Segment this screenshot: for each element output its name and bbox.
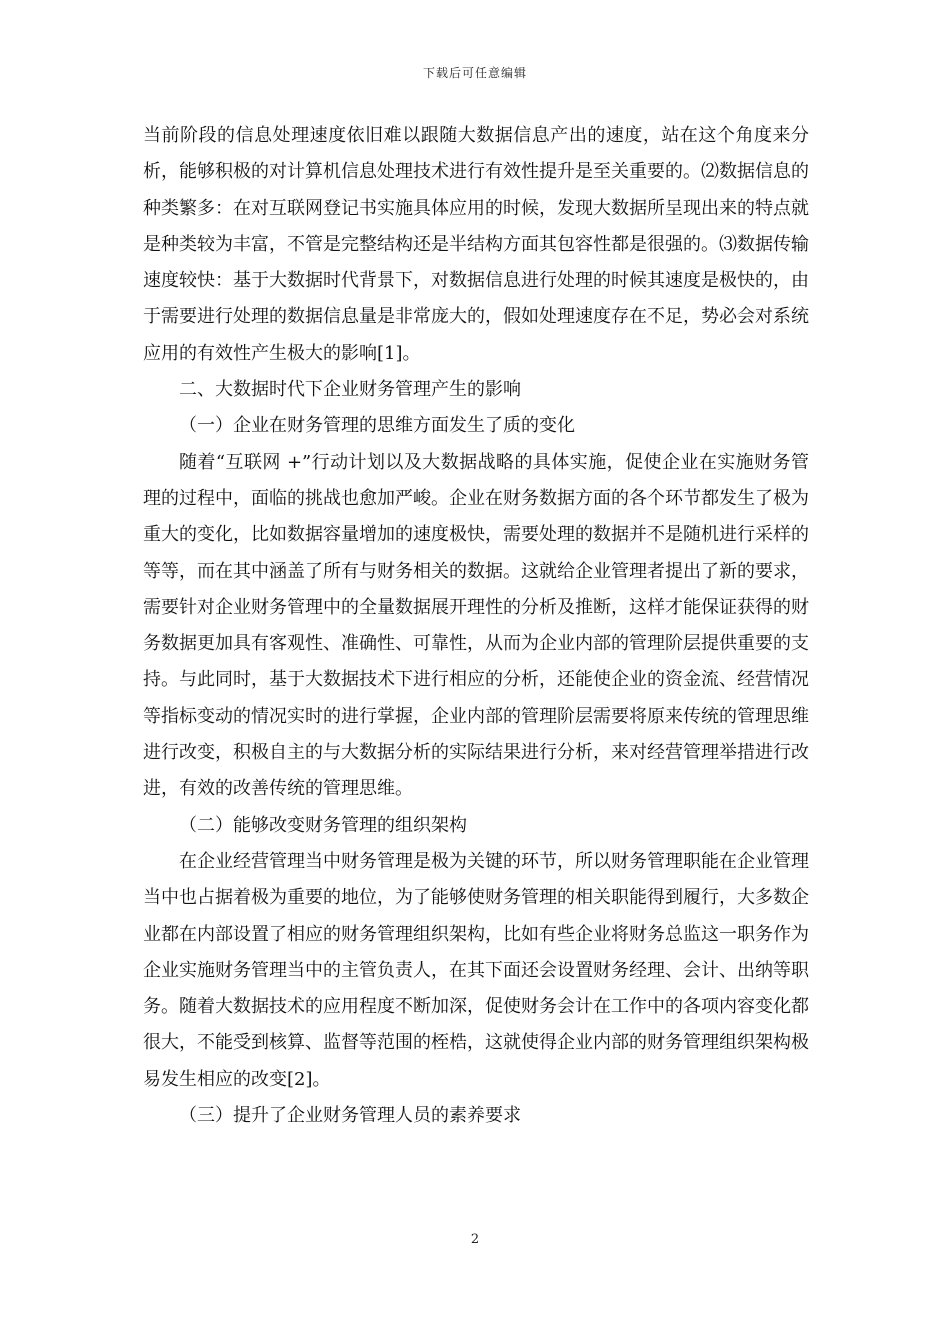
paragraph-continuation: 当前阶段的信息处理速度依旧难以跟随大数据信息产出的速度，站在这个角度来分析，能够积极的对计算机信息处理技术进行有效性提升是至关重要的。⑵数据信息的种类繁多：在对互联网登记书实施具体应用的时候，发现大数据所呈现出来的特点就是种类较为丰富，不管是完整结构还是半结构方面其包容性都是很强的。⑶数据传输速度较快：基于大数据时代背景下，对数据信息进行处理的时候其速度是极快的，由于需要进行处理的数据信息量是非常庞大的，假如处理速度存在不足，势必会对系统应用的有效性产生极大的影响[1]。 [143, 125, 809, 364]
subsection-heading-1: （一）企业在财务管理的思维方面发生了质的变化 [179, 415, 575, 437]
document-body [143, 118, 809, 1134]
paragraph-thinking-change: 随着“互联网 +”行动计划以及大数据战略的具体实施，促使企业在实施财务管理的过程中，面临的挑战也愈加严峻。企业在财务数据方面的各个环节都发生了极为重大的变化，比如数据容量增加的速度极快，需要处理的数据并不是随机进行采样的等等，而在其中涵盖了所有与财务相关的数据。这就给企业管理者提出了新的要求，需要针对企业财务管理中的全量数据展开理性的分析及推断，这样才能保证获得的财务数据更加具有客观性、准确性、可靠性，从而为企业内部的管理阶层提供重要的支持。与此同时，基于大数据技术下进行相应的分析，还能使企业的资金流、经营情况等指标变动的情况实时的进行掌握，企业内部的管理阶层需要将原来传统的管理思维进行改变，积极自主的与大数据分析的实际结果进行分析，来对经营管理举措进行改进，有效的改善传统的管理思维。 [143, 451, 809, 800]
header-note: 下载后可任意编辑 [422, 66, 527, 80]
page-number: 2 [470, 1232, 480, 1247]
subsection-heading-2: （二）能够改变财务管理的组织架构 [179, 814, 467, 836]
section-heading: 二、大数据时代下企业财务管理产生的影响 [179, 379, 521, 401]
subsection-heading-3: （三）提升了企业财务管理人员的素养要求 [179, 1105, 521, 1127]
paragraph-org-structure: 在企业经营管理当中财务管理是极为关键的环节，所以财务管理职能在企业管理当中也占据着极为重要的地位，为了能够使财务管理的相关职能得到履行，大多数企业都在内部设置了相应的财务管理组织架构，比如有些企业将财务总监这一职务作为企业实施财务管理当中的主管负责人，在其下面还会设置财务经理、会计、出纳等职务。随着大数据技术的应用程度不断加深，促使财务会计在工作中的各项内容变化都很大，不能受到核算、监督等范围的桎梏，这就使得企业内部的财务管理组织架构极易发生相应的改变[2]。 [143, 850, 809, 1090]
